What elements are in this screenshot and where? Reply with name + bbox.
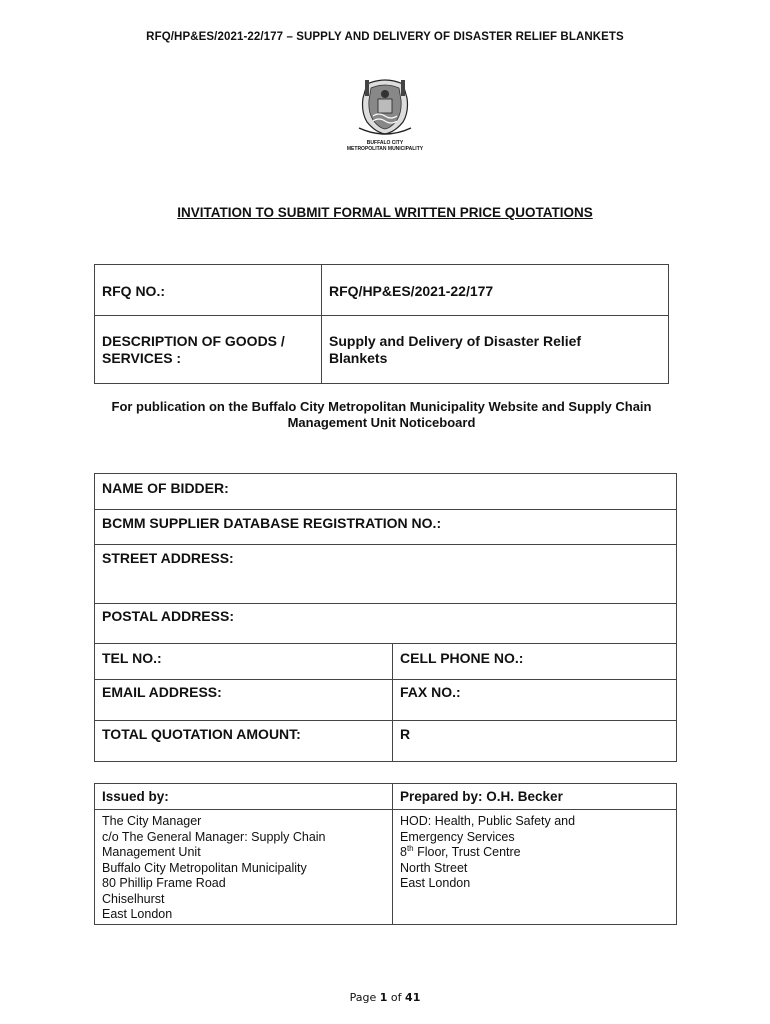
issued-line: Chiselhurst bbox=[102, 891, 165, 906]
cell-phone-label: CELL PHONE NO.: bbox=[393, 644, 677, 680]
description-label: DESCRIPTION OF GOODS / SERVICES : bbox=[95, 316, 322, 384]
bidder-details-table bbox=[94, 473, 677, 762]
page-total: 41 bbox=[405, 991, 421, 1004]
municipality-logo bbox=[337, 78, 433, 156]
coat-of-arms-icon bbox=[337, 78, 433, 138]
prepared-by-heading: Prepared by: O.H. Becker bbox=[393, 784, 677, 810]
total-quotation-label: TOTAL QUOTATION AMOUNT: bbox=[95, 721, 393, 762]
document-header-reference: RFQ/HP&ES/2021-22/177 – SUPPLY AND DELIVERY OF DISASTER RELIEF BLANKETS bbox=[146, 31, 624, 43]
issued-line: 80 Phillip Frame Road bbox=[102, 876, 226, 890]
issued-line: East London bbox=[102, 907, 173, 921]
page-current: 1 bbox=[379, 991, 388, 1004]
registration-number-label: BCMM SUPPLIER DATABASE REGISTRATION NO.: bbox=[95, 510, 677, 545]
description-value: Supply and Delivery of Disaster Relief Blankets bbox=[322, 316, 669, 384]
prepared-by-address bbox=[393, 810, 677, 925]
logo-name-line1: BUFFALO CITY bbox=[366, 140, 404, 146]
page-title: INVITATION TO SUBMIT FORMAL WRITTEN PRICE QUOTATIONS bbox=[177, 205, 593, 220]
logo-name-line2: METROPOLITAN MUNICIPALITY bbox=[346, 146, 424, 152]
floor-ordinal: th bbox=[406, 843, 414, 853]
bidder-name-label: NAME OF BIDDER: bbox=[95, 474, 677, 510]
issued-by-heading: Issued by: bbox=[95, 784, 393, 810]
prepared-floor-line bbox=[400, 845, 669, 861]
issued-by-address bbox=[95, 810, 393, 925]
page-of: of bbox=[387, 991, 406, 1004]
fax-no-label: FAX NO.: bbox=[393, 680, 677, 721]
prepared-line: Emergency Services bbox=[400, 829, 515, 844]
floor-rest: Floor, Trust Centre bbox=[413, 845, 521, 859]
page-number bbox=[0, 991, 770, 1004]
total-quotation-value: R bbox=[393, 721, 677, 762]
page-word: Page bbox=[349, 991, 380, 1004]
issued-line: Management Unit bbox=[102, 845, 201, 859]
tel-no-label: TEL NO.: bbox=[95, 644, 393, 680]
prepared-line: East London bbox=[400, 876, 471, 890]
street-address-label: STREET ADDRESS: bbox=[95, 545, 677, 604]
issued-prepared-table bbox=[94, 783, 677, 925]
issued-line: c/o The General Manager: Supply Chain bbox=[102, 829, 326, 844]
rfq-table bbox=[94, 264, 669, 384]
publication-note: For publication on the Buffalo City Metropolitan Municipality Website and Supply Chain Management Unit Noticeboard bbox=[111, 399, 652, 430]
postal-address-label: POSTAL ADDRESS: bbox=[95, 604, 677, 644]
floor-number: 8 bbox=[400, 845, 407, 859]
prepared-line: North Street bbox=[400, 860, 468, 875]
rfq-no-value: RFQ/HP&ES/2021-22/177 bbox=[322, 265, 669, 316]
rfq-no-label: RFQ NO.: bbox=[95, 265, 322, 316]
prepared-line: HOD: Health, Public Safety and bbox=[400, 814, 576, 828]
issued-line: Buffalo City Metropolitan Municipality bbox=[102, 860, 307, 875]
issued-line: The City Manager bbox=[102, 814, 202, 828]
email-address-label: EMAIL ADDRESS: bbox=[95, 680, 393, 721]
